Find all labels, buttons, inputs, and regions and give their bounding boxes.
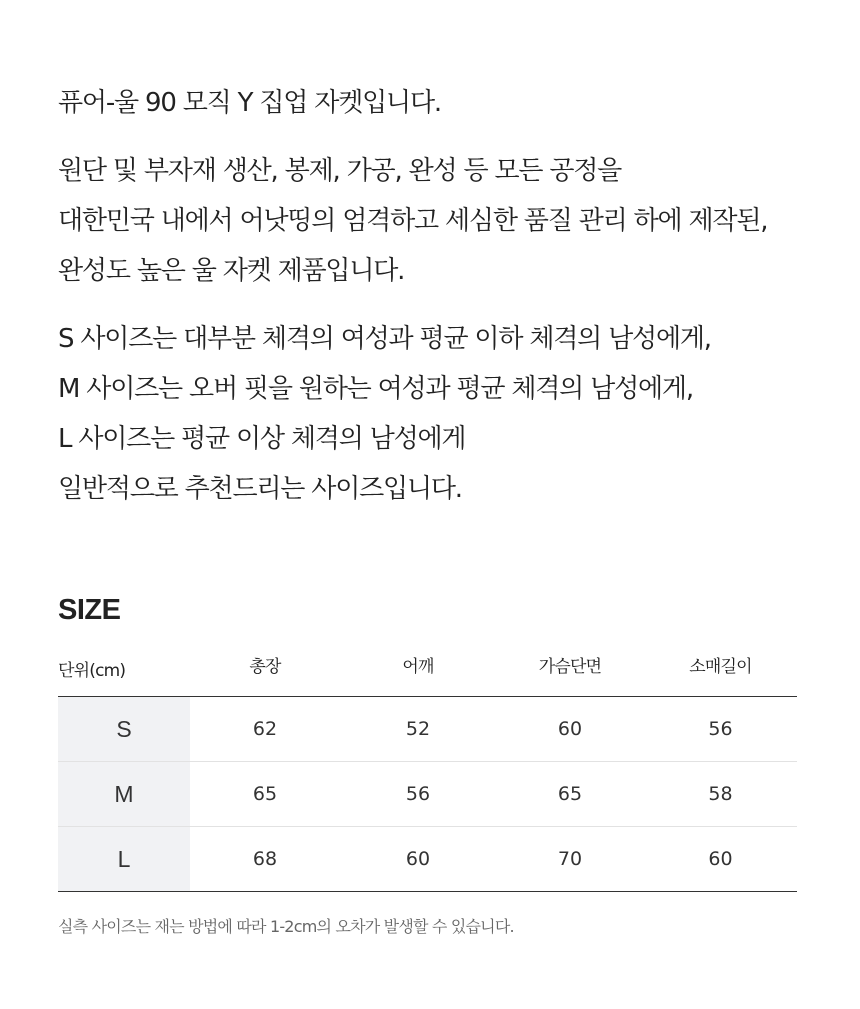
description-line: 퓨어-울 90 모직 Y 집업 자켓입니다. <box>58 88 441 118</box>
table-cell: 60 <box>496 697 644 762</box>
table-cell: 60 <box>644 827 797 892</box>
table-row <box>58 697 797 762</box>
unit-label: 단위(cm) <box>58 648 190 697</box>
size-table-header-row <box>58 648 797 697</box>
measurement-note: 실측 사이즈는 재는 방법에 따라 1-2cm의 오차가 발생할 수 있습니다. <box>58 917 514 936</box>
size-label: S <box>58 697 190 762</box>
table-cell: 60 <box>340 827 496 892</box>
table-cell: 70 <box>496 827 644 892</box>
description-paragraph-production <box>58 146 838 296</box>
description-line: S 사이즈는 대부분 체격의 여성과 평균 이하 체격의 남성에게, <box>58 324 711 354</box>
description-line: 원단 및 부자재 생산, 봉제, 가공, 완성 등 모든 공정을 <box>58 156 622 186</box>
description-paragraph-intro <box>58 78 838 128</box>
size-chart-title: SIZE <box>58 594 121 626</box>
column-header-sleeve: 소매길이 <box>644 648 797 697</box>
description-line: M 사이즈는 오버 핏을 원하는 여성과 평균 체격의 남성에게, <box>58 374 693 404</box>
table-row <box>58 762 797 827</box>
description-line: L 사이즈는 평균 이상 체격의 남성에게 <box>58 424 466 454</box>
size-label: M <box>58 762 190 827</box>
table-cell: 56 <box>644 697 797 762</box>
table-cell: 62 <box>190 697 340 762</box>
description-paragraph-size-guide <box>58 314 838 514</box>
table-cell: 68 <box>190 827 340 892</box>
size-label: L <box>58 827 190 892</box>
table-cell: 65 <box>190 762 340 827</box>
description-line: 일반적으로 추천드리는 사이즈입니다. <box>58 474 462 504</box>
column-header-total-length: 총장 <box>190 648 340 697</box>
description-line: 대한민국 내에서 어낫띵의 엄격하고 세심한 품질 관리 하에 제작된, <box>58 206 768 236</box>
column-header-shoulder: 어깨 <box>340 648 496 697</box>
description-line: 완성도 높은 울 자켓 제품입니다. <box>58 256 405 286</box>
table-cell: 56 <box>340 762 496 827</box>
product-description <box>58 78 838 514</box>
table-cell: 65 <box>496 762 644 827</box>
column-header-chest: 가슴단면 <box>496 648 644 697</box>
table-row <box>58 827 797 892</box>
size-table <box>58 648 797 892</box>
table-cell: 52 <box>340 697 496 762</box>
table-cell: 58 <box>644 762 797 827</box>
